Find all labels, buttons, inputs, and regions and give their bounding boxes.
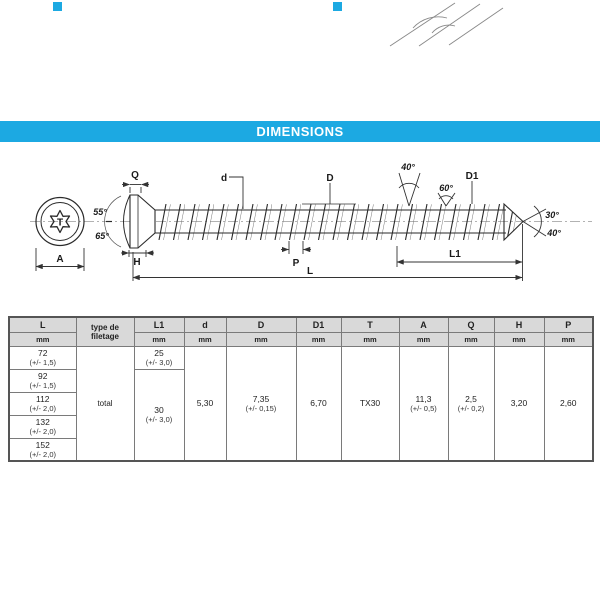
col-header-P: P [544,317,593,332]
unit-L: mm [9,332,76,346]
dim-D [326,173,333,204]
label-Q: Q [131,170,139,181]
cell-type-total: total [76,346,134,461]
torx-label: T [56,217,64,229]
unit-D1: mm [296,332,341,346]
col-header-T: T [341,317,399,332]
cell-L1-30: 30 (+/- 3,0) [134,369,184,461]
label-60deg: 60° [439,183,453,193]
col-header-A: A [399,317,448,332]
label-H: H [133,257,141,268]
label-40deg-tip: 40° [547,228,561,238]
table-row [9,346,593,369]
unit-T: mm [341,332,399,346]
label-30deg: 30° [545,210,559,220]
col-header-L: L [9,317,76,332]
dim-thread-angle [399,162,420,206]
cell-A: 11,3 (+/- 0,5) [399,346,448,461]
label-40deg: 40° [401,162,415,172]
label-L1: L1 [449,249,461,260]
blue-square-icon [53,2,62,11]
label-D1: D1 [465,171,479,182]
cell-d: 5,30 [184,346,226,461]
screw-technical-drawing [0,148,600,288]
cell-P: 2,60 [544,346,593,461]
col-header-d: d [184,317,226,332]
unit-A: mm [399,332,448,346]
cell-Q: 2,5 (+/- 0,2) [448,346,494,461]
section-banner [0,121,600,142]
dim-tip-angles [523,206,561,238]
cell-L-92: 92 (+/- 1,5) [9,369,76,392]
cell-L-112: 112 (+/- 2,0) [9,392,76,415]
label-P: P [292,258,300,269]
col-header-Q: Q [448,317,494,332]
cell-L-152: 152 (+/- 2,0) [9,438,76,461]
cell-L1-25: 25 (+/- 3,0) [134,346,184,369]
cell-T: TX30 [341,346,399,461]
unit-L1: mm [134,332,184,346]
section-title: DIMENSIONS [256,124,344,139]
cell-L-72: 72 (+/- 1,5) [9,346,76,369]
cell-D1: 6,70 [296,346,341,461]
col-header-D: D [226,317,296,332]
label-A: A [56,254,64,265]
dim-Q [122,170,149,193]
label-L: L [306,266,314,277]
col-header-type: type de filetage [76,317,134,346]
dimensions-table [8,316,594,462]
label-55deg: 55° [93,207,107,217]
dim-H [121,250,154,268]
dim-L [133,252,522,281]
cell-H: 3,20 [494,346,544,461]
cropped-drawing-sketch [385,0,515,48]
unit-d: mm [184,332,226,346]
dim-crest-angle [438,183,455,206]
unit-H: mm [494,332,544,346]
cell-D: 7,35 (+/- 0,15) [226,346,296,461]
threaded-shaft [155,204,523,240]
label-d: d [220,173,228,184]
label-D: D [326,173,334,184]
blue-square-icon [333,2,342,11]
label-65deg: 65° [95,231,109,241]
dim-D1 [466,171,479,204]
col-header-D1: D1 [296,317,341,332]
dim-d [221,173,243,209]
cell-L-132: 132 (+/- 2,0) [9,415,76,438]
head-side-view [105,195,155,248]
unit-P: mm [544,332,593,346]
col-header-L1: L1 [134,317,184,332]
unit-Q: mm [448,332,494,346]
dim-A [36,248,84,271]
unit-D: mm [226,332,296,346]
col-header-H: H [494,317,544,332]
dim-P [281,241,311,269]
